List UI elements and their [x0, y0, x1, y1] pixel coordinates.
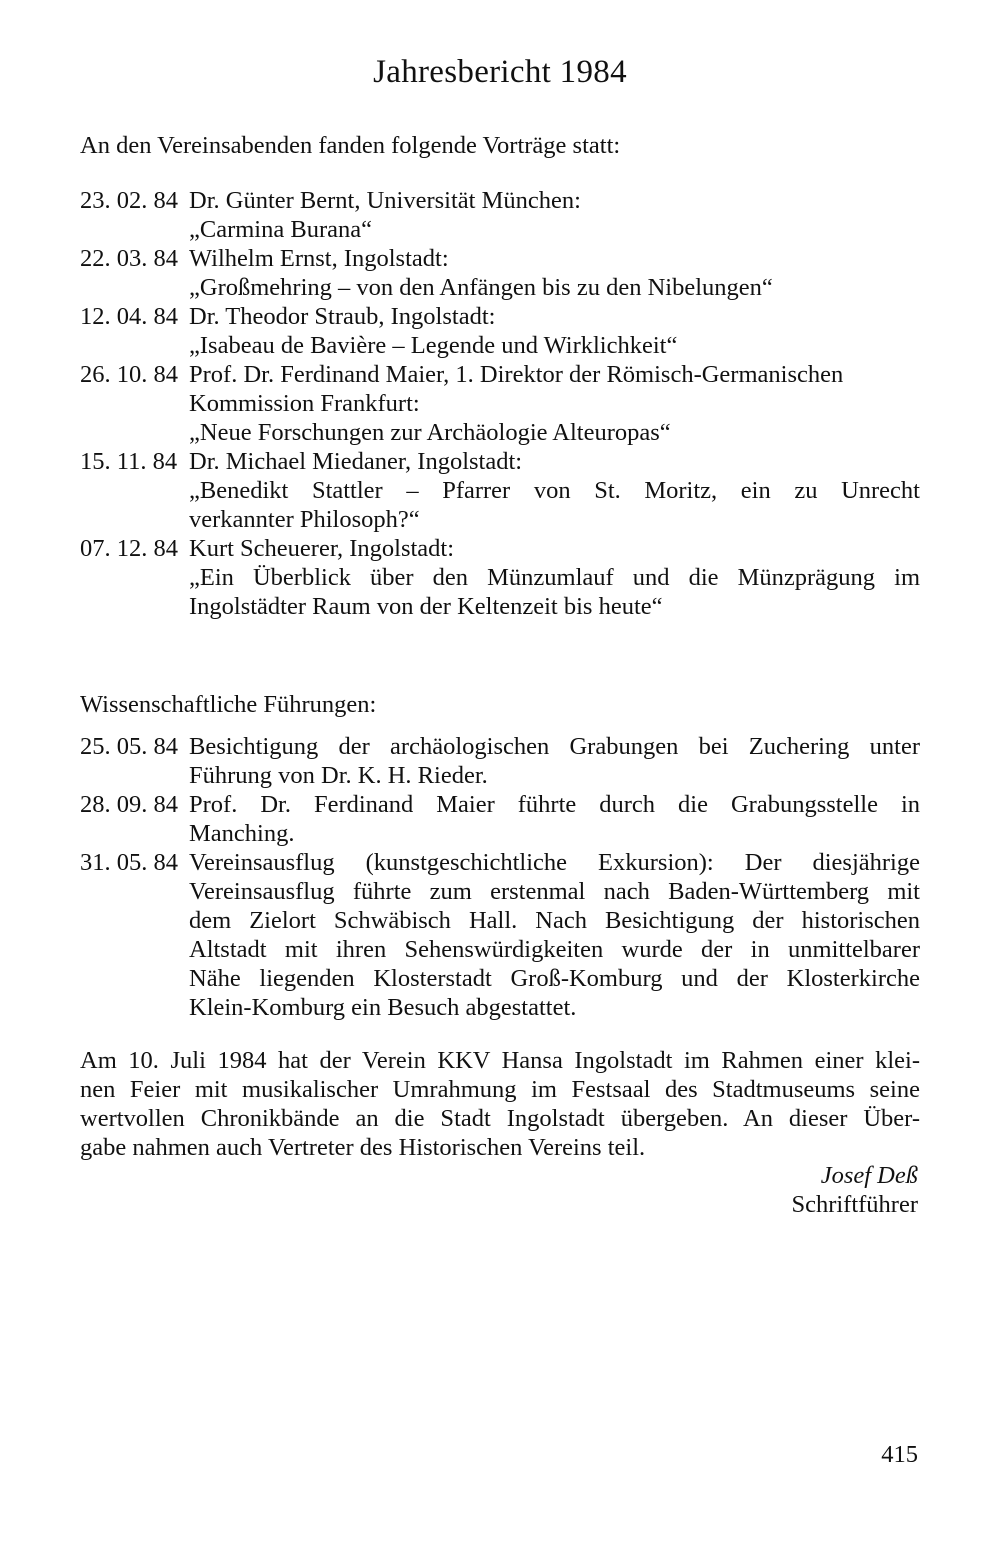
entry-line: Klein-Komburg ein Besuch abgestattet. [189, 994, 577, 1021]
entry-line: „Carmina Burana“ [189, 216, 372, 243]
entry-line: dem Zielort Schwäbisch Hall. Nach Besichtigung der historischen [189, 907, 920, 934]
entry-line: Kurt Scheuerer, Ingolstadt: [189, 535, 455, 562]
entry-line: Dr. Günter Bernt, Universität München: [189, 187, 581, 214]
tours-heading: Wissenschaftliche Führungen: [80, 691, 377, 718]
entry-date: 07. 12. 84 [80, 535, 178, 562]
page-title: Jahresbericht 1984 [373, 54, 627, 90]
entry-date: 23. 02. 84 [80, 187, 178, 214]
entry-date: 25. 05. 84 [80, 733, 178, 760]
entry-date: 15. 11. 84 [80, 448, 178, 475]
entry-date: 28. 09. 84 [80, 791, 178, 818]
paragraph-line: wertvollen Chronikbände an die Stadt Ingolstadt übergeben. An dieser Über- [80, 1105, 920, 1132]
entry-date: 12. 04. 84 [80, 303, 178, 330]
lecture-entry [80, 447, 920, 534]
tour-list [80, 732, 920, 1022]
lecture-entry [80, 186, 920, 244]
entry-line: Vereinsausflug (kunstgeschichtliche Exkursion): Der diesjährige [189, 849, 920, 876]
lecture-list [80, 186, 920, 621]
entry-line: Ingolstädter Raum von der Keltenzeit bis heute“ [189, 593, 663, 620]
entry-date: 31. 05. 84 [80, 849, 178, 876]
lecture-entry [80, 244, 920, 302]
entry-line: „Neue Forschungen zur Archäologie Alteuropas“ [189, 419, 671, 446]
entry-line: Besichtigung der archäologischen Grabungen bei Zuchering unter [189, 733, 920, 760]
page-number: 415 [881, 1441, 918, 1468]
signature-role: Schriftführer [791, 1191, 918, 1218]
entry-line: Prof. Dr. Ferdinand Maier führte durch die Grabungsstelle in [189, 791, 920, 818]
tour-entry [80, 790, 920, 848]
intro-text: An den Vereinsabenden fanden folgende Vorträge statt: [80, 132, 621, 159]
entry-date: 22. 03. 84 [80, 245, 178, 272]
tour-entry [80, 732, 920, 790]
entry-line: Wilhelm Ernst, Ingolstadt: [189, 245, 449, 272]
entry-line: „Benedikt Stattler – Pfarrer von St. Moritz, ein zu Unrecht [189, 477, 920, 504]
entry-line: Nähe liegenden Klosterstadt Groß-Komburg und der Klosterkirche [189, 965, 920, 992]
entry-date: 26. 10. 84 [80, 361, 178, 388]
paragraph-line: nen Feier mit musikalischer Umrahmung im Festsaal des Stadtmuseums seine [80, 1076, 920, 1103]
closing-paragraph [80, 1046, 920, 1162]
entry-line: Führung von Dr. K. H. Rieder. [189, 762, 488, 789]
entry-line: „Großmehring – von den Anfängen bis zu den Nibelungen“ [189, 274, 773, 301]
entry-line: Dr. Michael Miedaner, Ingolstadt: [189, 448, 523, 475]
entry-line: „Ein Überblick über den Münzumlauf und die Münzprägung im [189, 564, 920, 591]
entry-line: Altstadt mit ihren Sehenswürdigkeiten wurde der in unmittelbarer [189, 936, 920, 963]
entry-line: verkannter Philosoph?“ [189, 506, 420, 533]
paragraph-line: Am 10. Juli 1984 hat der Verein KKV Hansa Ingolstadt im Rahmen einer klei- [80, 1047, 920, 1074]
entry-line: Vereinsausflug führte zum erstenmal nach Baden-Württemberg mit [189, 878, 920, 905]
lecture-entry [80, 360, 920, 447]
entry-line: Kommission Frankfurt: [189, 390, 420, 417]
entry-line: Dr. Theodor Straub, Ingolstadt: [189, 303, 496, 330]
lecture-entry [80, 534, 920, 621]
paragraph-line: gabe nahmen auch Vertreter des Historischen Vereins teil. [80, 1134, 646, 1161]
entry-line: „Isabeau de Bavière – Legende und Wirklichkeit“ [189, 332, 678, 359]
lecture-entry [80, 302, 920, 360]
signature-name: Josef Deß [820, 1162, 918, 1189]
entry-line: Prof. Dr. Ferdinand Maier, 1. Direktor der Römisch-Germanischen [189, 361, 844, 388]
entry-line: Manching. [189, 820, 295, 847]
tour-entry [80, 848, 920, 1022]
